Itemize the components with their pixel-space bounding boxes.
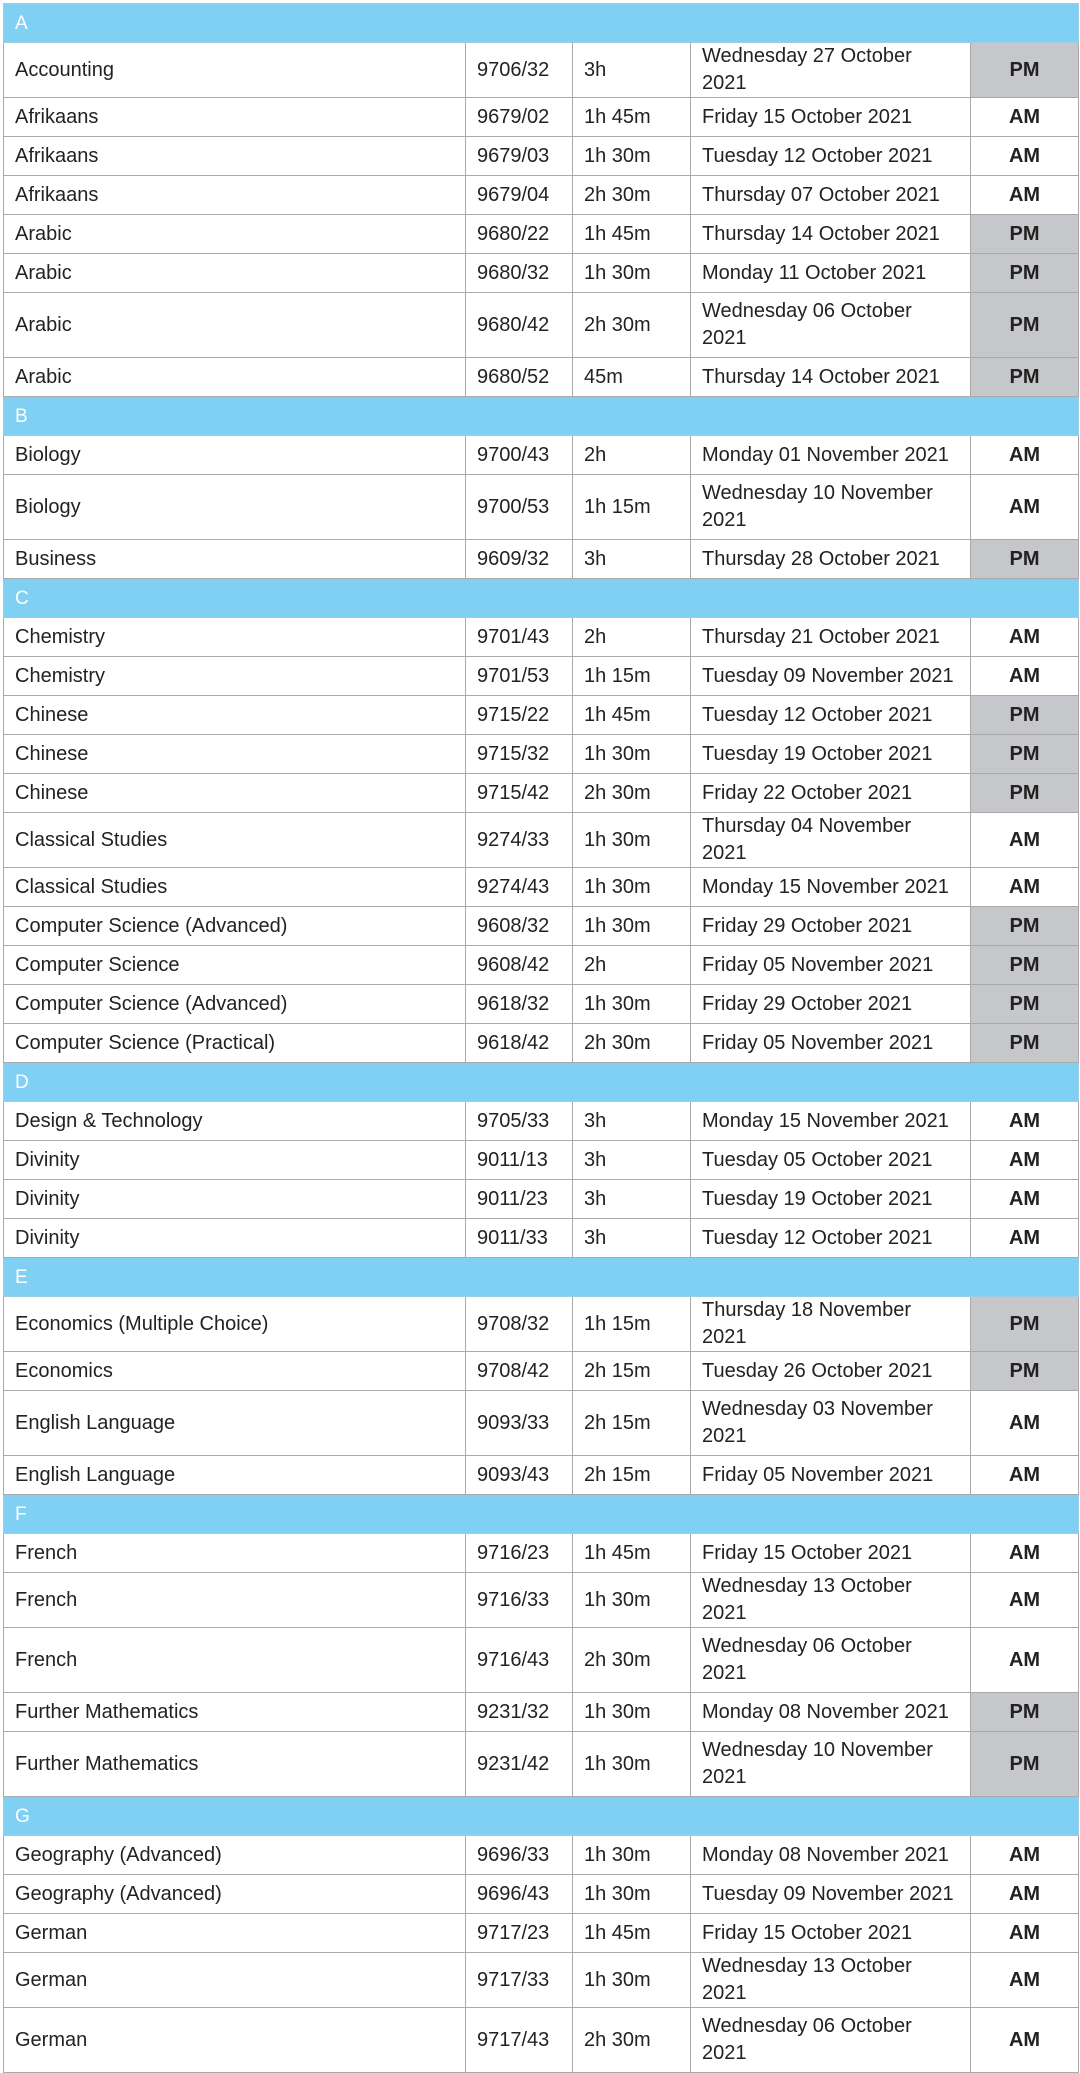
subject-cell: Design & Technology: [4, 1102, 466, 1141]
subject-cell: Chinese: [4, 696, 466, 735]
session-cell: PM: [971, 43, 1079, 98]
letter-heading: F: [4, 1495, 1079, 1534]
date-cell: Thursday 04 November 2021: [691, 813, 971, 868]
component-code-cell: 9715/32: [466, 735, 573, 774]
table-row: [4, 985, 1079, 1024]
component-code-cell: 9717/43: [466, 2008, 573, 2073]
subject-cell: Arabic: [4, 293, 466, 358]
letter-header-row: [4, 579, 1079, 618]
duration-cell: 2h 30m: [573, 2008, 691, 2073]
subject-cell: Chinese: [4, 735, 466, 774]
subject-cell: Afrikaans: [4, 176, 466, 215]
table-row: [4, 475, 1079, 540]
session-cell: PM: [971, 540, 1079, 579]
subject-cell: Chinese: [4, 774, 466, 813]
letter-heading: B: [4, 397, 1079, 436]
subject-cell: Biology: [4, 475, 466, 540]
duration-cell: 2h 30m: [573, 774, 691, 813]
letter-heading: E: [4, 1258, 1079, 1297]
session-cell: AM: [971, 1875, 1079, 1914]
component-code-cell: 9680/32: [466, 254, 573, 293]
date-cell: Thursday 21 October 2021: [691, 618, 971, 657]
session-cell: PM: [971, 1024, 1079, 1063]
date-cell: Tuesday 12 October 2021: [691, 137, 971, 176]
session-cell: AM: [971, 98, 1079, 137]
date-cell: Tuesday 12 October 2021: [691, 1219, 971, 1258]
duration-cell: 1h 45m: [573, 1914, 691, 1953]
table-row: [4, 215, 1079, 254]
table-row: [4, 1456, 1079, 1495]
table-row: [4, 1693, 1079, 1732]
table-row: [4, 618, 1079, 657]
subject-cell: Further Mathematics: [4, 1732, 466, 1797]
component-code-cell: 9093/43: [466, 1456, 573, 1495]
table-row: [4, 254, 1079, 293]
table-row: [4, 813, 1079, 868]
date-cell: Thursday 28 October 2021: [691, 540, 971, 579]
session-cell: PM: [971, 774, 1079, 813]
duration-cell: 1h 30m: [573, 1953, 691, 2008]
date-cell: Wednesday 27 October 2021: [691, 43, 971, 98]
letter-heading: C: [4, 579, 1079, 618]
session-cell: AM: [971, 1573, 1079, 1628]
session-cell: AM: [971, 657, 1079, 696]
date-cell: Friday 15 October 2021: [691, 98, 971, 137]
subject-cell: French: [4, 1573, 466, 1628]
letter-header-row: [4, 1797, 1079, 1836]
table-row: [4, 1573, 1079, 1628]
date-cell: Friday 22 October 2021: [691, 774, 971, 813]
session-cell: AM: [971, 868, 1079, 907]
duration-cell: 1h 45m: [573, 98, 691, 137]
table-row: [4, 1732, 1079, 1797]
component-code-cell: 9609/32: [466, 540, 573, 579]
table-row: [4, 176, 1079, 215]
component-code-cell: 9700/43: [466, 436, 573, 475]
table-row: [4, 1534, 1079, 1573]
table-row: [4, 1219, 1079, 1258]
component-code-cell: 9715/22: [466, 696, 573, 735]
duration-cell: 1h 30m: [573, 1693, 691, 1732]
subject-cell: Arabic: [4, 215, 466, 254]
subject-cell: Divinity: [4, 1141, 466, 1180]
session-cell: PM: [971, 1732, 1079, 1797]
table-row: [4, 774, 1079, 813]
subject-cell: Computer Science (Practical): [4, 1024, 466, 1063]
date-cell: Tuesday 26 October 2021: [691, 1352, 971, 1391]
date-cell: Monday 08 November 2021: [691, 1693, 971, 1732]
duration-cell: 1h 45m: [573, 1534, 691, 1573]
subject-cell: Biology: [4, 436, 466, 475]
session-cell: PM: [971, 254, 1079, 293]
duration-cell: 1h 15m: [573, 475, 691, 540]
duration-cell: 1h 30m: [573, 137, 691, 176]
subject-cell: Economics: [4, 1352, 466, 1391]
duration-cell: 45m: [573, 358, 691, 397]
component-code-cell: 9011/33: [466, 1219, 573, 1258]
table-row: [4, 1914, 1079, 1953]
date-cell: Monday 15 November 2021: [691, 1102, 971, 1141]
date-cell: Friday 15 October 2021: [691, 1914, 971, 1953]
session-cell: AM: [971, 1219, 1079, 1258]
date-cell: Tuesday 12 October 2021: [691, 696, 971, 735]
exam-timetable: [3, 3, 1078, 2073]
duration-cell: 1h 30m: [573, 985, 691, 1024]
table-row: [4, 540, 1079, 579]
subject-cell: French: [4, 1534, 466, 1573]
date-cell: Friday 05 November 2021: [691, 946, 971, 985]
session-cell: PM: [971, 1693, 1079, 1732]
duration-cell: 2h 15m: [573, 1352, 691, 1391]
duration-cell: 2h 30m: [573, 1024, 691, 1063]
letter-header-row: [4, 1063, 1079, 1102]
duration-cell: 2h 30m: [573, 176, 691, 215]
subject-cell: Geography (Advanced): [4, 1875, 466, 1914]
table-row: [4, 946, 1079, 985]
session-cell: AM: [971, 1914, 1079, 1953]
date-cell: Tuesday 09 November 2021: [691, 657, 971, 696]
component-code-cell: 9618/32: [466, 985, 573, 1024]
component-code-cell: 9716/43: [466, 1628, 573, 1693]
table-row: [4, 358, 1079, 397]
table-row: [4, 43, 1079, 98]
subject-cell: Further Mathematics: [4, 1693, 466, 1732]
subject-cell: Computer Science (Advanced): [4, 907, 466, 946]
session-cell: AM: [971, 436, 1079, 475]
duration-cell: 2h 15m: [573, 1456, 691, 1495]
subject-cell: Arabic: [4, 358, 466, 397]
component-code-cell: 9608/42: [466, 946, 573, 985]
table-row: [4, 1836, 1079, 1875]
subject-cell: Chemistry: [4, 618, 466, 657]
subject-cell: Geography (Advanced): [4, 1836, 466, 1875]
duration-cell: 1h 30m: [573, 813, 691, 868]
letter-header-row: [4, 397, 1079, 436]
subject-cell: English Language: [4, 1391, 466, 1456]
subject-cell: German: [4, 1914, 466, 1953]
table-row: [4, 1628, 1079, 1693]
session-cell: AM: [971, 1456, 1079, 1495]
table-row: [4, 1297, 1079, 1352]
date-cell: Tuesday 09 November 2021: [691, 1875, 971, 1914]
session-cell: PM: [971, 985, 1079, 1024]
duration-cell: 1h 15m: [573, 657, 691, 696]
date-cell: Wednesday 06 October 2021: [691, 2008, 971, 2073]
date-cell: Friday 05 November 2021: [691, 1024, 971, 1063]
component-code-cell: 9274/33: [466, 813, 573, 868]
component-code-cell: 9696/43: [466, 1875, 573, 1914]
table-row: [4, 1141, 1079, 1180]
letter-heading: D: [4, 1063, 1079, 1102]
date-cell: Friday 15 October 2021: [691, 1534, 971, 1573]
date-cell: Monday 11 October 2021: [691, 254, 971, 293]
subject-cell: Chemistry: [4, 657, 466, 696]
subject-cell: Afrikaans: [4, 98, 466, 137]
session-cell: AM: [971, 475, 1079, 540]
date-cell: Wednesday 06 October 2021: [691, 293, 971, 358]
duration-cell: 1h 30m: [573, 1732, 691, 1797]
component-code-cell: 9716/33: [466, 1573, 573, 1628]
date-cell: Wednesday 13 October 2021: [691, 1573, 971, 1628]
component-code-cell: 9608/32: [466, 907, 573, 946]
subject-cell: German: [4, 2008, 466, 2073]
session-cell: PM: [971, 907, 1079, 946]
component-code-cell: 9708/32: [466, 1297, 573, 1352]
table-row: [4, 1391, 1079, 1456]
table-row: [4, 98, 1079, 137]
subject-cell: Divinity: [4, 1219, 466, 1258]
session-cell: AM: [971, 176, 1079, 215]
session-cell: AM: [971, 2008, 1079, 2073]
component-code-cell: 9700/53: [466, 475, 573, 540]
date-cell: Wednesday 03 November 2021: [691, 1391, 971, 1456]
component-code-cell: 9705/33: [466, 1102, 573, 1141]
session-cell: AM: [971, 1836, 1079, 1875]
table-row: [4, 868, 1079, 907]
date-cell: Monday 01 November 2021: [691, 436, 971, 475]
date-cell: Thursday 07 October 2021: [691, 176, 971, 215]
subject-cell: Computer Science: [4, 946, 466, 985]
session-cell: AM: [971, 1953, 1079, 2008]
component-code-cell: 9011/13: [466, 1141, 573, 1180]
subject-cell: Business: [4, 540, 466, 579]
letter-header-row: [4, 4, 1079, 43]
component-code-cell: 9708/42: [466, 1352, 573, 1391]
duration-cell: 1h 30m: [573, 1836, 691, 1875]
duration-cell: 1h 45m: [573, 215, 691, 254]
date-cell: Thursday 14 October 2021: [691, 358, 971, 397]
duration-cell: 2h 15m: [573, 1391, 691, 1456]
table-row: [4, 1102, 1079, 1141]
duration-cell: 2h: [573, 946, 691, 985]
component-code-cell: 9701/53: [466, 657, 573, 696]
session-cell: PM: [971, 1352, 1079, 1391]
table-row: [4, 1953, 1079, 2008]
duration-cell: 2h: [573, 618, 691, 657]
duration-cell: 1h 15m: [573, 1297, 691, 1352]
component-code-cell: 9274/43: [466, 868, 573, 907]
duration-cell: 2h: [573, 436, 691, 475]
session-cell: PM: [971, 215, 1079, 254]
component-code-cell: 9679/04: [466, 176, 573, 215]
table-row: [4, 657, 1079, 696]
subject-cell: Accounting: [4, 43, 466, 98]
component-code-cell: 9093/33: [466, 1391, 573, 1456]
table-row: [4, 1352, 1079, 1391]
component-code-cell: 9680/52: [466, 358, 573, 397]
session-cell: PM: [971, 696, 1079, 735]
date-cell: Tuesday 05 October 2021: [691, 1141, 971, 1180]
session-cell: AM: [971, 813, 1079, 868]
component-code-cell: 9679/03: [466, 137, 573, 176]
duration-cell: 3h: [573, 1219, 691, 1258]
duration-cell: 1h 30m: [573, 1573, 691, 1628]
date-cell: Wednesday 10 November 2021: [691, 475, 971, 540]
component-code-cell: 9231/42: [466, 1732, 573, 1797]
table-row: [4, 696, 1079, 735]
table-row: [4, 293, 1079, 358]
subject-cell: Divinity: [4, 1180, 466, 1219]
session-cell: PM: [971, 1297, 1079, 1352]
subject-cell: English Language: [4, 1456, 466, 1495]
component-code-cell: 9618/42: [466, 1024, 573, 1063]
duration-cell: 2h 30m: [573, 1628, 691, 1693]
component-code-cell: 9680/22: [466, 215, 573, 254]
component-code-cell: 9717/23: [466, 1914, 573, 1953]
date-cell: Monday 15 November 2021: [691, 868, 971, 907]
table-row: [4, 1875, 1079, 1914]
component-code-cell: 9717/33: [466, 1953, 573, 2008]
timetable-body: [4, 4, 1079, 2073]
date-cell: Wednesday 13 October 2021: [691, 1953, 971, 2008]
subject-cell: Classical Studies: [4, 868, 466, 907]
table-row: [4, 1180, 1079, 1219]
component-code-cell: 9715/42: [466, 774, 573, 813]
session-cell: AM: [971, 1141, 1079, 1180]
table-row: [4, 735, 1079, 774]
date-cell: Thursday 18 November 2021: [691, 1297, 971, 1352]
component-code-cell: 9701/43: [466, 618, 573, 657]
subject-cell: Classical Studies: [4, 813, 466, 868]
component-code-cell: 9680/42: [466, 293, 573, 358]
letter-header-row: [4, 1258, 1079, 1297]
duration-cell: 1h 30m: [573, 735, 691, 774]
component-code-cell: 9706/32: [466, 43, 573, 98]
table-row: [4, 1024, 1079, 1063]
session-cell: PM: [971, 735, 1079, 774]
date-cell: Tuesday 19 October 2021: [691, 735, 971, 774]
session-cell: AM: [971, 618, 1079, 657]
timetable-table: [3, 3, 1079, 2073]
duration-cell: 3h: [573, 1141, 691, 1180]
date-cell: Thursday 14 October 2021: [691, 215, 971, 254]
subject-cell: French: [4, 1628, 466, 1693]
duration-cell: 3h: [573, 1102, 691, 1141]
date-cell: Wednesday 10 November 2021: [691, 1732, 971, 1797]
date-cell: Friday 29 October 2021: [691, 907, 971, 946]
session-cell: PM: [971, 946, 1079, 985]
date-cell: Monday 08 November 2021: [691, 1836, 971, 1875]
table-row: [4, 436, 1079, 475]
component-code-cell: 9679/02: [466, 98, 573, 137]
session-cell: AM: [971, 1391, 1079, 1456]
component-code-cell: 9011/23: [466, 1180, 573, 1219]
session-cell: AM: [971, 1628, 1079, 1693]
table-row: [4, 907, 1079, 946]
duration-cell: 1h 30m: [573, 907, 691, 946]
duration-cell: 1h 45m: [573, 696, 691, 735]
duration-cell: 1h 30m: [573, 868, 691, 907]
letter-heading: A: [4, 4, 1079, 43]
subject-cell: Arabic: [4, 254, 466, 293]
table-row: [4, 2008, 1079, 2073]
subject-cell: Afrikaans: [4, 137, 466, 176]
subject-cell: Computer Science (Advanced): [4, 985, 466, 1024]
duration-cell: 3h: [573, 1180, 691, 1219]
duration-cell: 1h 30m: [573, 1875, 691, 1914]
date-cell: Friday 05 November 2021: [691, 1456, 971, 1495]
duration-cell: 1h 30m: [573, 254, 691, 293]
component-code-cell: 9696/33: [466, 1836, 573, 1875]
date-cell: Friday 29 October 2021: [691, 985, 971, 1024]
session-cell: PM: [971, 358, 1079, 397]
date-cell: Wednesday 06 October 2021: [691, 1628, 971, 1693]
duration-cell: 3h: [573, 540, 691, 579]
date-cell: Tuesday 19 October 2021: [691, 1180, 971, 1219]
table-row: [4, 137, 1079, 176]
session-cell: AM: [971, 1102, 1079, 1141]
subject-cell: German: [4, 1953, 466, 2008]
session-cell: AM: [971, 1534, 1079, 1573]
session-cell: AM: [971, 1180, 1079, 1219]
letter-header-row: [4, 1495, 1079, 1534]
component-code-cell: 9716/23: [466, 1534, 573, 1573]
duration-cell: 2h 30m: [573, 293, 691, 358]
session-cell: AM: [971, 137, 1079, 176]
session-cell: PM: [971, 293, 1079, 358]
letter-heading: G: [4, 1797, 1079, 1836]
subject-cell: Economics (Multiple Choice): [4, 1297, 466, 1352]
duration-cell: 3h: [573, 43, 691, 98]
component-code-cell: 9231/32: [466, 1693, 573, 1732]
